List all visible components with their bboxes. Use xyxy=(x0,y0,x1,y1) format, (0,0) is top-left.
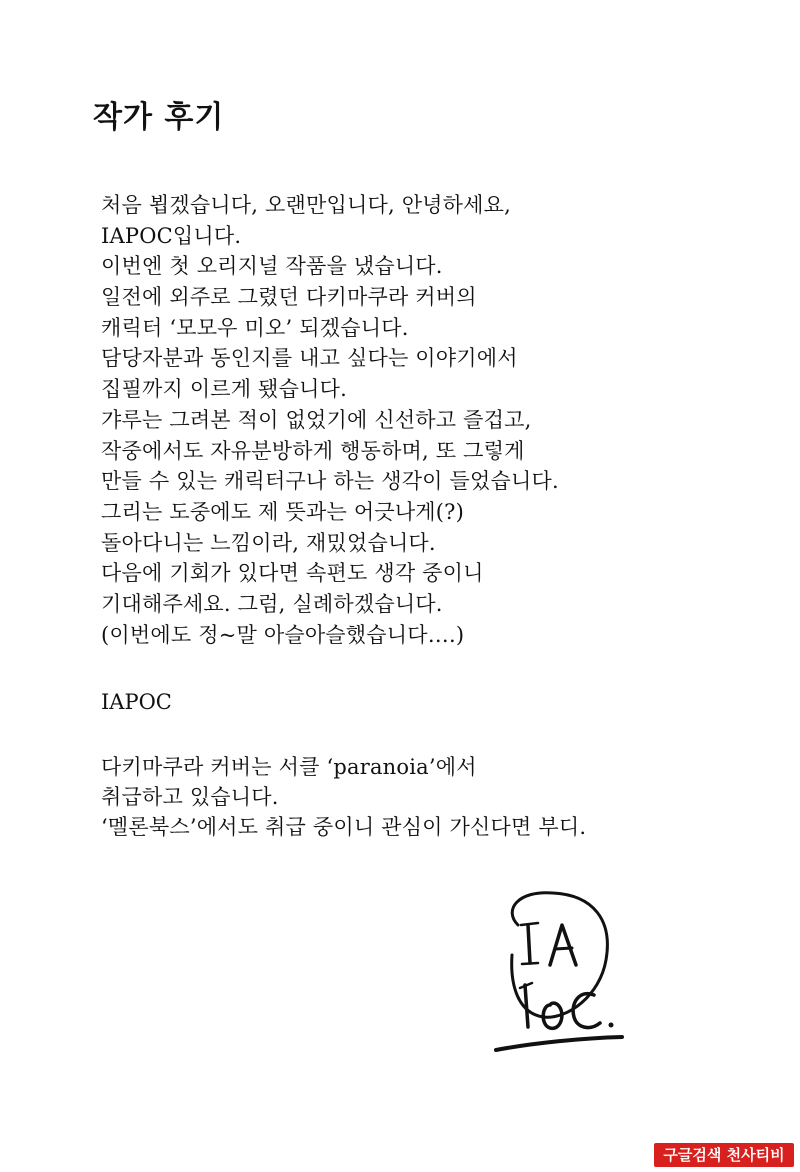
body-line: 다음에 기회가 있다면 속편도 생각 중이니 xyxy=(101,561,484,586)
page-title: 작가 후기 xyxy=(93,100,225,135)
body-line: 기대해주세요. 그럼, 실례하겠습니다. xyxy=(101,591,443,616)
body-line: 그리는 도중에도 제 뜻과는 어긋나게(?) xyxy=(101,499,465,524)
body-line: 작중에서도 자유분방하게 행동하며, 또 그렇게 xyxy=(101,438,525,463)
note-line: 취급하고 있습니다. xyxy=(101,785,279,809)
body-line: 일전에 외주로 그렸던 다키마쿠라 커버의 xyxy=(101,285,477,310)
note-line: ‘멜론북스’에서도 취급 중이니 관심이 가신다면 부디. xyxy=(101,815,587,839)
distribution-note xyxy=(101,752,761,842)
body-line: 돌아다니는 느낌이라, 재밌었습니다. xyxy=(101,530,436,555)
body-line: 집필까지 이르게 됐습니다. xyxy=(101,377,347,402)
body-line: 담당자분과 동인지를 내고 싶다는 이야기에서 xyxy=(101,346,518,371)
body-line: 갸루는 그려본 적이 없었기에 신선하고 즐겁고, xyxy=(101,407,532,432)
body-line: 처음 뵙겠습니다, 오랜만입니다, 안녕하세요, xyxy=(101,193,511,217)
body-line: IAPOC입니다. xyxy=(101,223,242,248)
watermark-badge: 구글검색 천사티비 xyxy=(654,1143,794,1167)
body-line: 만들 수 있는 캐릭터구나 하는 생각이 들었습니다. xyxy=(101,469,559,494)
note-line: 다키마쿠라 커버는 서클 ‘paranoia’에서 xyxy=(101,755,477,779)
author-signoff: IAPOC xyxy=(101,690,172,714)
body-line: 캐릭터 ‘모모우 미오’ 되겠습니다. xyxy=(101,315,409,340)
body-line: (이번에도 정~말 아슬아슬했습니다….) xyxy=(101,622,465,647)
body-line: 이번엔 첫 오리지널 작품을 냈습니다. xyxy=(101,254,443,279)
afterword-body xyxy=(101,190,741,650)
handwritten-signature xyxy=(488,885,638,1060)
